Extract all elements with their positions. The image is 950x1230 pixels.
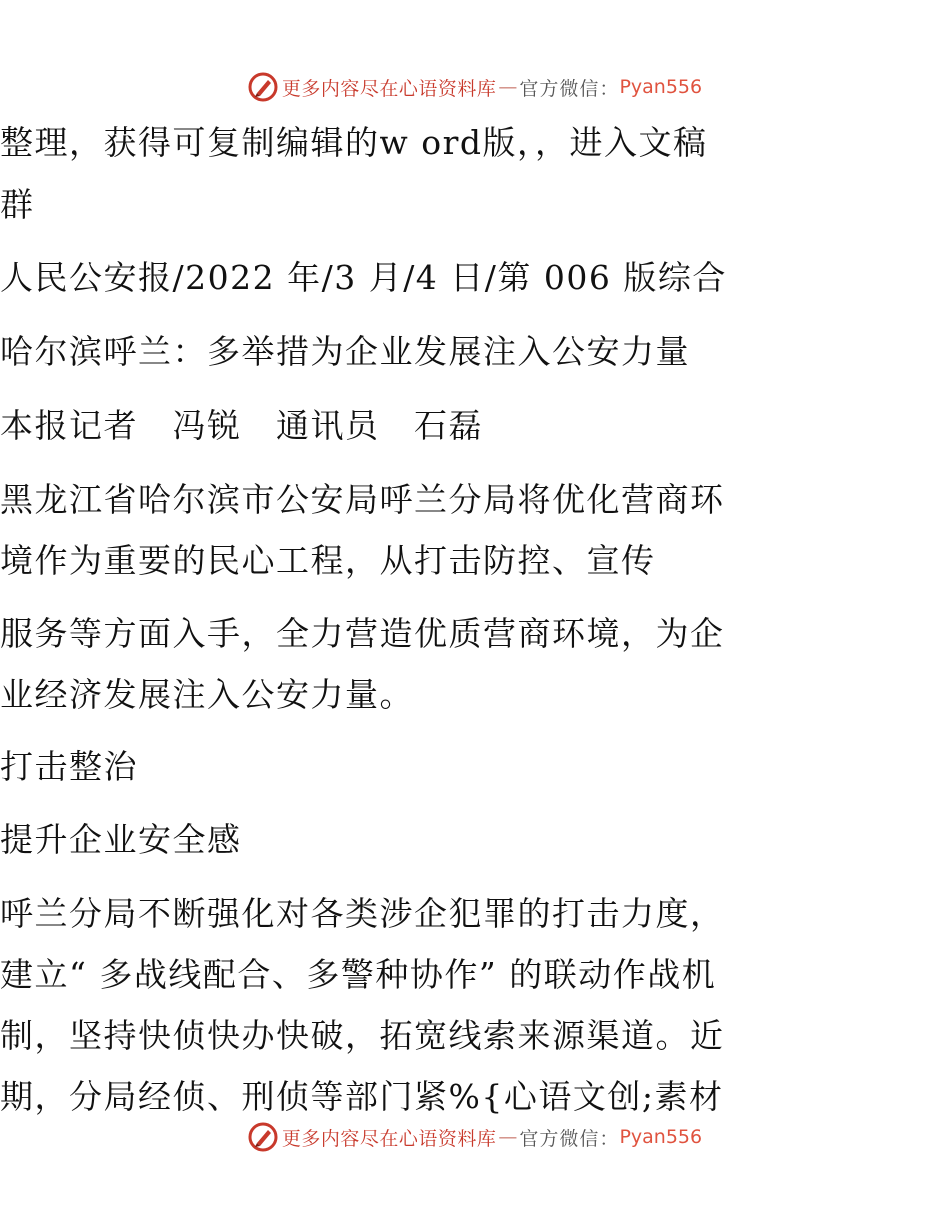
footer-banner xyxy=(0,1122,950,1152)
text-line: 呼兰分局不断强化对各类涉企犯罪的打击力度， xyxy=(0,894,725,933)
banner-wechat-id: Pyan556 xyxy=(619,76,703,98)
text-line: 建立“ 多战线配合、多警种协作” 的联动作战机 xyxy=(0,955,717,994)
banner-label: 官方微信： xyxy=(519,1127,620,1150)
banner-wechat-id: Pyan556 xyxy=(619,1126,703,1148)
text-line: 黑龙江省哈尔滨市公安局呼兰分局将优化营商环 xyxy=(0,480,725,519)
text-line: 本报记者 冯锐 通讯员 石磊 xyxy=(0,406,483,445)
banner-label: 官方微信： xyxy=(519,77,620,100)
text-line: 人民公安报/2022 年/3 月/4 日/第 006 版综合 xyxy=(0,258,727,297)
pen-logo-icon xyxy=(248,1122,278,1152)
banner-brand: 更多内容尽在心语资料库 xyxy=(281,1127,497,1150)
pen-logo-icon xyxy=(248,72,278,102)
text-line: 群 xyxy=(0,185,35,224)
section-subheading: 提升企业安全感 xyxy=(0,820,242,859)
banner-brand: 更多内容尽在心语资料库 xyxy=(281,77,497,100)
section-heading: 打击整治 xyxy=(0,747,138,786)
header-banner xyxy=(0,72,950,102)
text-line: 整理，获得可复制编辑的w ord版，，进入文稿 xyxy=(0,123,708,162)
banner-dash: — xyxy=(498,1126,518,1148)
text-line: 业经济发展注入公安力量。 xyxy=(0,675,414,714)
banner-dash: — xyxy=(498,76,518,98)
text-line: 制，坚持快侦快办快破，拓宽线索来源渠道。近 xyxy=(0,1016,725,1055)
text-line: 服务等方面入手，全力营造优质营商环境，为企 xyxy=(0,614,725,653)
text-line: 哈尔滨呼兰：多举措为企业发展注入公安力量 xyxy=(0,332,690,371)
text-line: 境作为重要的民心工程，从打击防控、宣传 xyxy=(0,541,656,580)
text-line: 期，分局经侦、刑侦等部门紧%{心语文创;素材 xyxy=(0,1077,724,1116)
